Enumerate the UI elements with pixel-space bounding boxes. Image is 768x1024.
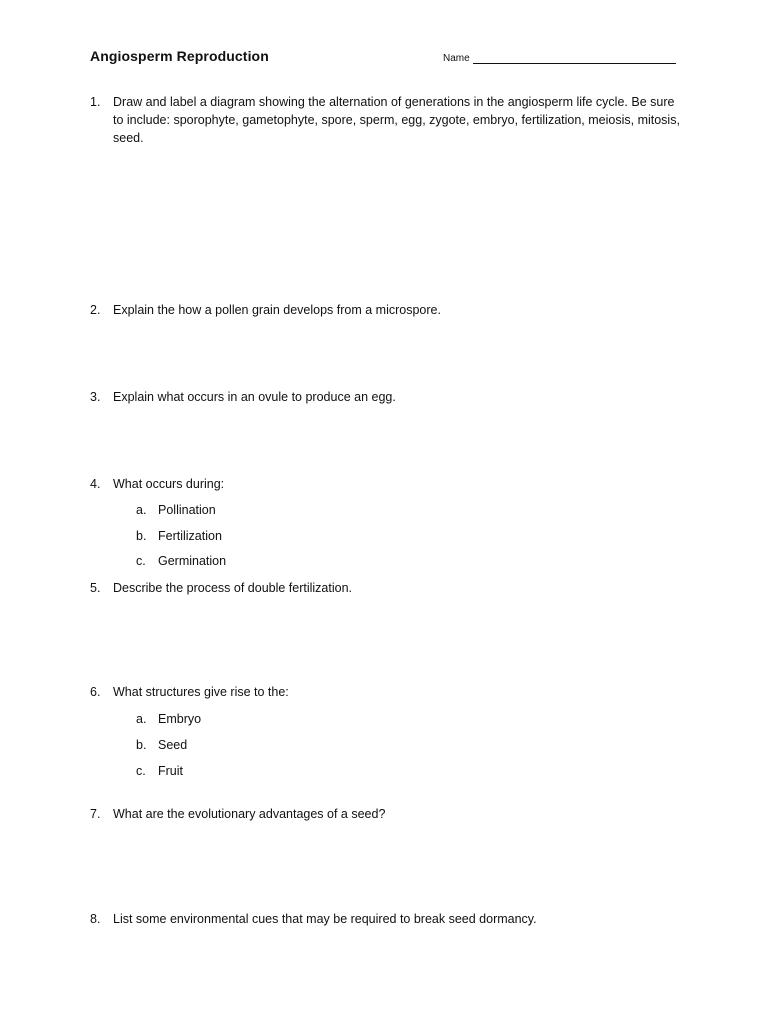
question-text: Draw and label a diagram showing the alternation of generations in the angiosperm life cycle. Be sure to include: sporophyte, gametophyte, spore, sperm, egg, zygote, embryo, fertilization, meiosis, mitosis, seed. xyxy=(113,95,680,145)
sub-question-text: Fertilization xyxy=(158,529,222,543)
question-1 xyxy=(90,93,680,147)
sub-question-letter: a. xyxy=(136,503,147,517)
sub-question-letter: c. xyxy=(136,554,146,568)
sub-question-6b xyxy=(136,736,187,754)
sub-question-text: Fruit xyxy=(158,764,183,778)
name-blank-line xyxy=(473,52,676,64)
sub-question-4a xyxy=(136,501,216,519)
sub-question-4c xyxy=(136,552,226,570)
question-3 xyxy=(90,388,680,406)
question-6 xyxy=(90,683,680,701)
sub-question-text: Embryo xyxy=(158,712,202,726)
sub-question-6a xyxy=(136,710,201,728)
sub-question-letter: a. xyxy=(136,712,147,726)
question-8 xyxy=(90,910,680,928)
question-text: What structures give rise to the: xyxy=(113,685,289,699)
question-5 xyxy=(90,579,680,597)
question-number: 7. xyxy=(90,807,101,821)
question-7 xyxy=(90,805,680,823)
sub-question-letter: b. xyxy=(136,529,147,543)
sub-question-text: Pollination xyxy=(158,503,216,517)
name-label: Name xyxy=(443,53,470,64)
sub-question-4b xyxy=(136,527,222,545)
sub-question-text: Germination xyxy=(158,554,227,568)
question-text: Explain what occurs in an ovule to produce an egg. xyxy=(113,390,396,404)
question-text: What occurs during: xyxy=(113,477,225,491)
question-2 xyxy=(90,301,680,319)
question-number: 3. xyxy=(90,390,101,404)
sub-question-6c xyxy=(136,762,183,780)
question-number: 4. xyxy=(90,477,101,491)
question-text: List some environmental cues that may be required to break seed dormancy. xyxy=(113,912,537,926)
sub-question-letter: c. xyxy=(136,764,146,778)
question-text: Describe the process of double fertilization. xyxy=(113,581,353,595)
question-number: 2. xyxy=(90,303,101,317)
question-number: 1. xyxy=(90,95,101,109)
question-4 xyxy=(90,475,680,493)
sub-question-text: Seed xyxy=(158,738,188,752)
name-field xyxy=(443,52,676,64)
question-number: 8. xyxy=(90,912,101,926)
question-number: 6. xyxy=(90,685,101,699)
sub-question-letter: b. xyxy=(136,738,147,752)
question-text: Explain the how a pollen grain develops from a microspore. xyxy=(113,303,441,317)
question-number: 5. xyxy=(90,581,101,595)
worksheet-title: Angiosperm Reproduction xyxy=(90,48,269,64)
question-text: What are the evolutionary advantages of a seed? xyxy=(113,807,386,821)
